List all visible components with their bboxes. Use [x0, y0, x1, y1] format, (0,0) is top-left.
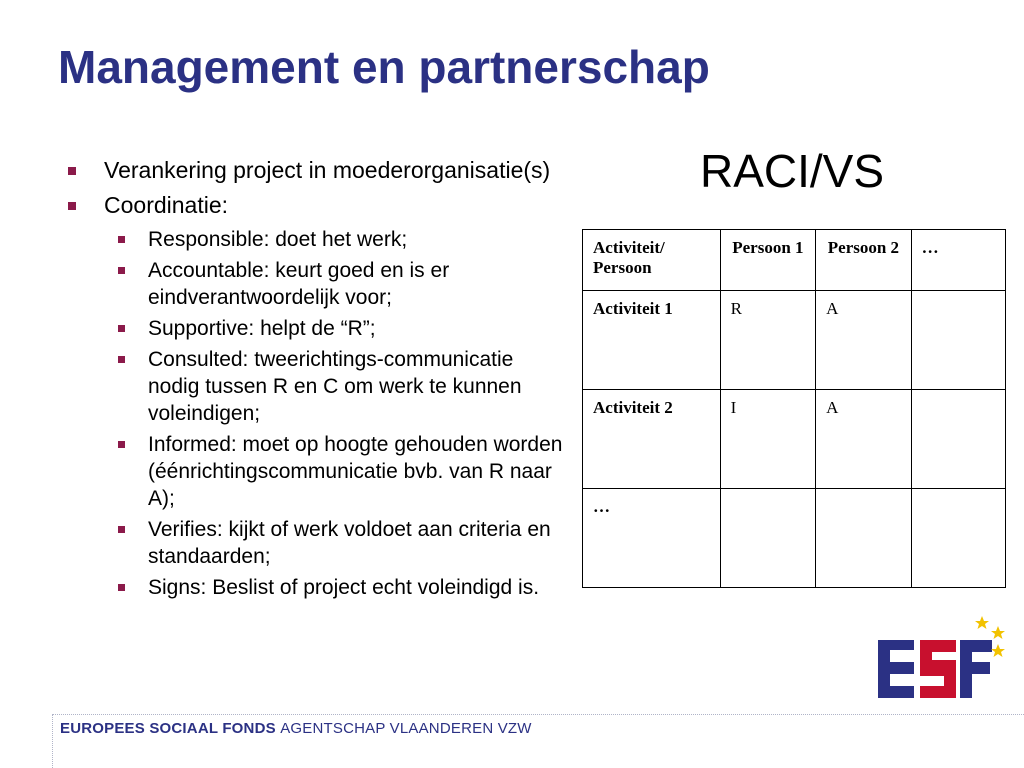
footer-divider-vertical: [52, 714, 53, 768]
sub-bullet-item: Signs: Beslist of project echt voleindigd is.: [68, 574, 568, 601]
table-header-cell: Activiteit/ Persoon: [583, 230, 721, 291]
table-cell: [816, 489, 912, 588]
table-header-row: [583, 230, 1006, 291]
table-cell: [911, 291, 1005, 390]
square-bullet-icon: [68, 202, 76, 210]
table-row: [583, 291, 1006, 390]
bullet-list: [68, 156, 568, 605]
footer-agency: AGENTSCHAP VLAANDEREN VZW: [280, 720, 532, 737]
footer-divider: [52, 714, 1024, 715]
square-bullet-icon: [68, 167, 76, 175]
footer-text: [60, 720, 532, 737]
slide-title: Management en partnerschap: [58, 41, 710, 93]
sub-bullet-item: Consulted: tweerichtings-communicatie nodig tussen R en C om werk te kunnen voleindigen;: [68, 346, 568, 427]
table-cell: A: [816, 390, 912, 489]
raci-heading: RACI/VS: [700, 145, 885, 197]
square-bullet-icon: [118, 267, 125, 274]
table-cell: I: [720, 390, 816, 489]
table-cell: …: [583, 489, 721, 588]
sub-bullet-item: Accountable: keurt goed en is er eindverantwoordelijk voor;: [68, 257, 568, 311]
table-header-cell: Persoon 1: [720, 230, 816, 291]
footer-org: EUROPEES SOCIAAL FONDS: [60, 720, 276, 737]
logo-letter-f: [960, 640, 992, 698]
sub-bullet-item: Supportive: helpt de “R”;: [68, 315, 568, 342]
table-header-cell: …: [911, 230, 1005, 291]
logo-letter-s: [920, 640, 956, 698]
table-cell: A: [816, 291, 912, 390]
star-icon: [991, 644, 1005, 657]
logo-letter-e: [878, 640, 914, 698]
bullet-item: Coordinatie:: [68, 191, 568, 220]
square-bullet-icon: [118, 236, 125, 243]
square-bullet-icon: [118, 441, 125, 448]
table-cell: R: [720, 291, 816, 390]
table-cell: [911, 390, 1005, 489]
square-bullet-icon: [118, 584, 125, 591]
sub-bullet-item: Informed: moet op hoogte gehouden worden (éénrichtingscommunicatie bvb. van R naar A);: [68, 431, 568, 512]
table-row: [583, 390, 1006, 489]
square-bullet-icon: [118, 356, 125, 363]
sub-bullet-item: Verifies: kijkt of werk voldoet aan criteria en standaarden;: [68, 516, 568, 570]
star-icon: [991, 626, 1005, 639]
table-cell: Activiteit 2: [583, 390, 721, 489]
square-bullet-icon: [118, 325, 125, 332]
star-icon: [975, 616, 989, 629]
bullet-item: Verankering project in moederorganisatie(s): [68, 156, 568, 185]
table-cell: Activiteit 1: [583, 291, 721, 390]
square-bullet-icon: [118, 526, 125, 533]
table-cell: [720, 489, 816, 588]
esf-logo: [874, 612, 1008, 704]
table-row: [583, 489, 1006, 588]
raci-table: [582, 229, 1006, 588]
table-cell: [911, 489, 1005, 588]
table-header-cell: Persoon 2: [816, 230, 912, 291]
sub-bullet-item: Responsible: doet het werk;: [68, 226, 568, 253]
